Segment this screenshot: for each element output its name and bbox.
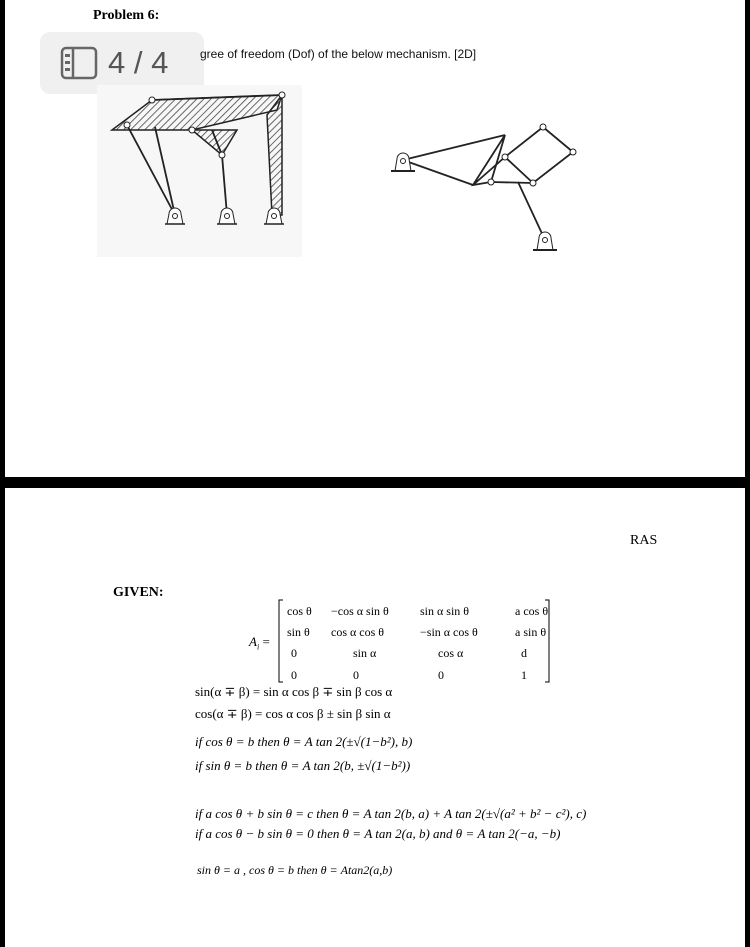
rule-sin: if sin θ = b then θ = A tan 2(b, ±√(1−b²)) [195,758,411,773]
matrix-cell: sin θ [287,625,310,639]
matrix-cell: 0 [438,668,444,682]
page-thumbnail-icon [60,46,98,80]
rule-acos-bsin-c: if a cos θ + b sin θ = c then θ = A tan 2(b, a) + A tan 2(±√(a² + b² − c²), c) [195,806,587,821]
rule-atan2: sin θ = a , cos θ = b then θ = Atan2(a,b) [197,863,393,877]
matrix-cell: a sin θ [515,625,547,639]
matrix-cell: 0 [353,668,359,682]
matrix-cell: −cos α sin θ [331,604,389,618]
given-label: GIVEN: [113,585,164,600]
page-counter-label: 4 / 4 [108,45,169,80]
matrix-cell: 1 [521,668,527,682]
rule-cos: if cos θ = b then θ = A tan 2(±√(1−b²), b) [195,734,413,749]
matrix-cell: d [521,646,527,660]
mechanism-1-diagram [97,85,302,257]
question-text: gree of freedom (Dof) of the below mechanism. [2D] [200,47,477,61]
matrix-cell: cos θ [287,604,312,618]
matrix-cell: cos α cos θ [331,625,385,639]
matrix-cell: 0 [291,646,297,660]
matrix-cell: sin α [353,646,377,660]
matrix-label: $A_i$ = [249,634,270,652]
rule-acos-bsin-0: if a cos θ − b sin θ = 0 then θ = A tan 2(a, b) and θ = A tan 2(−a, −b) [195,826,561,841]
matrix-cell: −sin α cos θ [420,625,478,639]
matrix-cell: 0 [291,668,297,682]
page-1 [5,0,745,477]
identity-cos: cos(α ∓ β) = cos α cos β ± sin β sin α [195,706,391,721]
matrix-cell: cos α [438,646,464,660]
header-initials: RAS [630,533,658,548]
page-2 [5,488,745,947]
identity-sin: sin(α ∓ β) = sin α cos β ∓ sin β cos α [195,684,393,699]
matrix-cell: a cos θ [515,604,549,618]
mechanism-2-diagram [383,120,583,270]
problem-title: Problem 6: [93,8,160,23]
matrix-cell: sin α sin θ [420,604,470,618]
